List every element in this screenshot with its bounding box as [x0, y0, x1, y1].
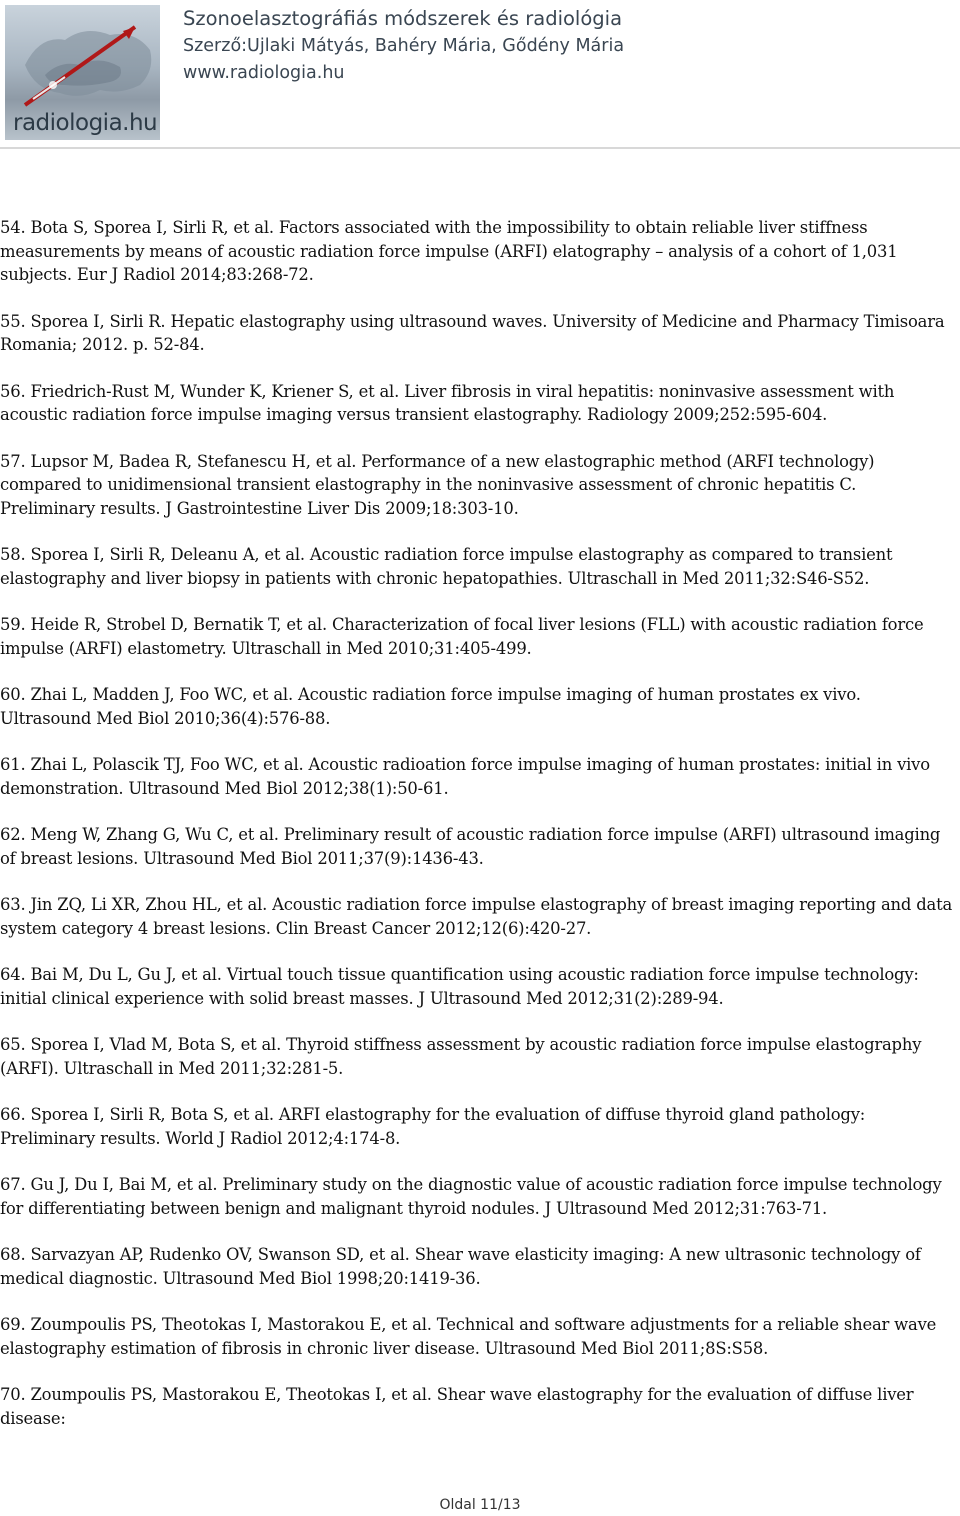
reference-55: 55. Sporea I, Sirli R. Hepatic elastography using ultrasound waves. University of Medicine and Pharmacy Timisoara Romania; 2012. p. 52-84. [0, 311, 945, 354]
reference-58: 58. Sporea I, Sirli R, Deleanu A, et al. Acoustic radiation force impulse elastography as compared to transient elastography and liver biopsy in patients with chronic hepatopathies. Ultraschall in Med 2011;32:S46-S52. [0, 545, 893, 588]
reference-67: 67. Gu J, Du I, Bai M, et al. Preliminary study on the diagnostic value of acoustic radiation force impulse technology for differentiating between benign and malignant thyroid nodules. J Ultrasound Med 2012;31:763-71. [0, 1175, 942, 1218]
document-authors: Szerző:Ujlaki Mátyás, Bahéry Mária, Gődény Mária [183, 36, 625, 56]
document-title: Szonoelasztográfiás módszerek és radiológia [183, 7, 623, 30]
reference-57: 57. Lupsor M, Badea R, Stefanescu H, et al. Performance of a new elastographic method (ARFI technology) compared to unidimensional transient elastography in the noninvasive assessment of chronic hepatitis C. Preliminary results. J Gastrointestine Liver Dis 2009;18:303-10. [0, 451, 875, 518]
reference-69: 69. Zoumpoulis PS, Theotokas I, Mastorakou E, et al. Technical and software adjustments for a reliable shear wave elastography estimation of fibrosis in chronic liver disease. Ultrasound Med Biol 2011;8S:S58. [0, 1315, 937, 1358]
page-header [0, 0, 960, 148]
reference-63: 63. Jin ZQ, Li XR, Zhou HL, et al. Acoustic radiation force impulse elastography of breast imaging reporting and data system category 4 breast lesions. Clin Breast Cancer 2012;12(6):420-27. [0, 895, 953, 938]
reference-list [0, 216, 956, 1453]
reference-60: 60. Zhai L, Madden J, Foo WC, et al. Acoustic radiation force impulse imaging of human prostates ex vivo. Ultrasound Med Biol 2010;36(4):576-88. [0, 685, 861, 728]
reference-61: 61. Zhai L, Polascik TJ, Foo WC, et al. Acoustic radioation force impulse imaging of human prostates: initial in vivo demonstration. Ultrasound Med Biol 2012;38(1):50-61. [0, 755, 930, 798]
header-text-block [183, 6, 624, 86]
reference-70: 70. Zoumpoulis PS, Mastorakou E, Theotokas I, et al. Shear wave elastography for the evaluation of diffuse liver disease: [0, 1385, 914, 1428]
reference-56: 56. Friedrich-Rust M, Wunder K, Kriener S, et al. Liver fibrosis in viral hepatitis: noninvasive assessment with acoustic radiation force impulse imaging versus transient elastography. Radiology 2009;252:595-604. [0, 381, 895, 424]
reference-59: 59. Heide R, Strobel D, Bernatik T, et al. Characterization of focal liver lesions (FLL) with acoustic radiation force impulse (ARFI) elastometry. Ultraschall in Med 2010;31:405-499. [0, 615, 924, 658]
reference-62: 62. Meng W, Zhang G, Wu C, et al. Preliminary result of acoustic radiation force impulse (ARFI) ultrasound imaging of breast lesions. Ultrasound Med Biol 2011;37(9):1436-43. [0, 825, 941, 868]
logo-text: radiologia.hu [13, 110, 158, 136]
reference-65: 65. Sporea I, Vlad M, Bota S, et al. Thyroid stiffness assessment by acoustic radiation force impulse elastography (ARFI). Ultraschall in Med 2011;32:281-5. [0, 1035, 922, 1078]
reference-66: 66. Sporea I, Sirli R, Bota S, et al. ARFI elastography for the evaluation of diffuse thyroid gland pathology: Preliminary results. World J Radiol 2012;4:174-8. [0, 1105, 866, 1148]
site-link[interactable]: www.radiologia.hu [183, 63, 345, 83]
reference-68: 68. Sarvazyan AP, Rudenko OV, Swanson SD, et al. Shear wave elasticity imaging: A new ultrasonic technology of medical diagnostic. Ultrasound Med Biol 1998;20:1419-36. [0, 1245, 921, 1288]
radiologia-logo[interactable] [5, 5, 160, 140]
page-number: Oldal 11/13 [439, 1497, 521, 1513]
header-divider [0, 147, 960, 149]
reference-54: 54. Bota S, Sporea I, Sirli R, et al. Factors associated with the impossibility to obtain reliable liver stiffness measurements by means of acoustic radiation force impulse (ARFI) elatography – analysis of a cohort of 1,031 subjects. Eur J Radiol 2014;83:268-72. [0, 218, 898, 284]
reference-64: 64. Bai M, Du L, Gu J, et al. Virtual touch tissue quantification using acoustic radiation force impulse technology: initial clinical experience with solid breast masses. J Ultrasound Med 2012;31(2):289-94. [0, 965, 919, 1008]
